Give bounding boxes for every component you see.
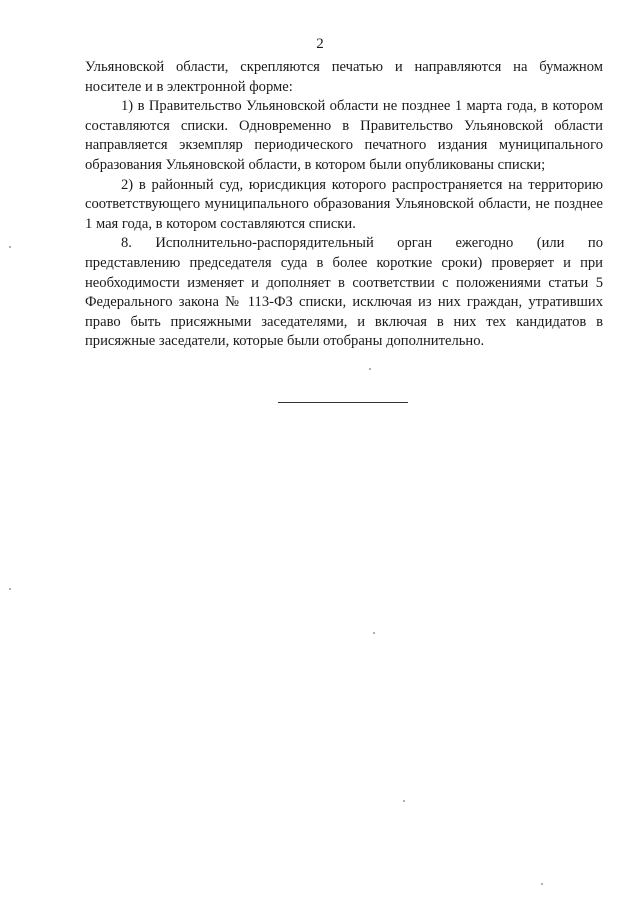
scan-speck (373, 632, 375, 634)
page-number: 2 (316, 36, 324, 52)
scan-speck (9, 246, 11, 248)
end-of-text-rule (278, 402, 408, 403)
paragraph-item-1: 1) в Правительство Ульяновской области не позднее 1 марта года, в котором составляются списки. Одновременно в Правительство Ульяновской области направляется экземпляр периодического печатного издания муниципального образования Ульяновской области, в котором были опубликованы списки; (85, 98, 603, 173)
scan-speck (403, 800, 405, 802)
paragraph-continuation: Ульяновской области, скрепляются печатью и направляются на бумажном носителе и в электронной форме: (85, 59, 603, 95)
paragraph-item-2: 2) в районный суд, юрисдикция которого распространяется на территорию соответствующего муниципального образования Ульяновской области, не позднее 1 мая года, в котором составляются списки. (85, 176, 603, 232)
document-body (85, 58, 603, 352)
paragraph-section-8: 8. Исполнительно-распорядительный орган ежегодно (или по представлению председателя суда в более короткие сроки) проверяет и при необходимости изменяет и дополняет в соответствии с положениями статьи 5 Федерального закона № 113-ФЗ списки, исключая из них граждан, утративших право быть присяжными заседателями, и включая в них тех кандидатов в присяжные заседатели, которые были отобраны дополнительно. (85, 235, 603, 350)
scan-speck (369, 368, 371, 370)
scan-speck (9, 588, 11, 590)
scan-speck (541, 883, 543, 885)
